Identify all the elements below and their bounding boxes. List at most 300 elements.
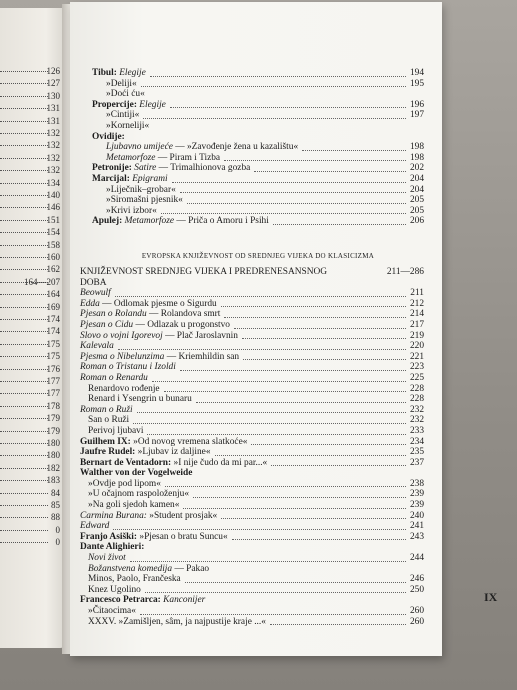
page-ref: 212 bbox=[409, 298, 424, 309]
work-title: Roman o Renardu bbox=[80, 372, 148, 383]
leader-dots bbox=[0, 257, 48, 258]
toc-entry bbox=[80, 309, 424, 320]
leader-dots bbox=[0, 232, 48, 233]
work-title: Edward bbox=[80, 521, 110, 532]
left-page-number: 160 bbox=[46, 252, 60, 262]
toc-entry bbox=[80, 288, 424, 299]
leader-dots bbox=[0, 480, 48, 481]
toc-entry bbox=[80, 479, 424, 490]
author-name: Franjo Asiški: bbox=[80, 531, 138, 542]
toc-entry bbox=[92, 89, 424, 100]
work-detail: — Plač Jaroslavnin bbox=[162, 330, 238, 341]
left-margin-row bbox=[0, 215, 66, 227]
toc-entry bbox=[80, 574, 424, 585]
leader-dots bbox=[0, 331, 48, 332]
item-title: »Ovdje pod lipom« bbox=[88, 478, 161, 489]
entry-text bbox=[80, 437, 247, 447]
entry-text bbox=[80, 352, 239, 362]
entry-text bbox=[80, 362, 176, 372]
left-page-number: 177 bbox=[46, 376, 60, 386]
leader-dots bbox=[224, 317, 406, 318]
left-page-number: 85 bbox=[51, 500, 60, 510]
work-title: Kanconijer bbox=[160, 595, 206, 606]
leader-dots bbox=[0, 158, 48, 159]
left-page-number: 158 bbox=[46, 239, 60, 250]
author-name: Guilhem IX: bbox=[80, 436, 131, 447]
entry-text bbox=[80, 479, 161, 489]
leader-dots bbox=[0, 183, 48, 184]
left-margin-row bbox=[0, 314, 66, 326]
left-page-number: 132 bbox=[46, 140, 60, 151]
author-name: Francesco Petrarca: bbox=[80, 595, 161, 606]
left-margin-row bbox=[0, 78, 66, 90]
leader-dots bbox=[0, 207, 48, 208]
page-ref: 205 bbox=[409, 205, 424, 216]
leader-dots bbox=[0, 170, 48, 171]
item-title: Renardovo rođenje bbox=[88, 383, 160, 394]
page-ref: 202 bbox=[409, 163, 424, 174]
left-page-number: 84 bbox=[51, 487, 60, 498]
leader-dots bbox=[180, 192, 406, 193]
toc-entry bbox=[80, 331, 424, 342]
entry-text: »Liječnik–grobar« bbox=[106, 184, 176, 195]
entry-text bbox=[80, 320, 230, 330]
toc-entry bbox=[80, 553, 424, 564]
page-ref: 244 bbox=[409, 553, 424, 564]
left-margin-row bbox=[0, 376, 66, 388]
entry-text bbox=[92, 132, 125, 142]
entry-text bbox=[80, 341, 114, 351]
page-ref: 233 bbox=[409, 425, 424, 436]
left-margin-row bbox=[0, 339, 66, 351]
left-margin-row bbox=[0, 326, 66, 338]
page-ref: 221 bbox=[409, 351, 424, 362]
work-title: Carmina Burana: bbox=[80, 510, 147, 521]
work-title: Božanstvena komedija bbox=[88, 563, 173, 574]
left-page-number: 169 bbox=[46, 301, 60, 312]
left-margin-row bbox=[0, 116, 66, 128]
page-ref: 237 bbox=[409, 457, 424, 468]
entry-text: »Korneliji« bbox=[106, 120, 150, 131]
toc-entry bbox=[92, 79, 424, 90]
entry-text bbox=[92, 100, 166, 110]
leader-dots bbox=[0, 517, 48, 518]
leader-dots bbox=[130, 561, 406, 562]
right-page bbox=[70, 2, 498, 656]
classical-toc bbox=[92, 68, 424, 227]
left-page-number: 164 bbox=[46, 289, 60, 300]
left-page-number: 140 bbox=[46, 190, 60, 200]
left-page-number: 88 bbox=[51, 512, 60, 523]
left-page-edge bbox=[0, 8, 66, 648]
work-title: Ljubavno umijeće bbox=[106, 142, 173, 153]
toc-entry bbox=[92, 185, 424, 196]
left-margin-row bbox=[0, 426, 66, 438]
toc-entry bbox=[80, 352, 424, 363]
entry-text bbox=[80, 394, 192, 404]
page-ref: 241 bbox=[409, 521, 424, 532]
leader-dots bbox=[0, 121, 48, 122]
toc-entry bbox=[92, 163, 424, 174]
work-title: Novi život bbox=[88, 553, 126, 564]
toc-entry bbox=[80, 341, 424, 352]
entry-text bbox=[92, 174, 168, 184]
section-title: EVROPSKA KNJIŽEVNOST OD SREDNJEG VIJEKA DO KLASICIZMA bbox=[141, 252, 375, 260]
leader-dots bbox=[0, 307, 48, 308]
entry-text bbox=[80, 511, 217, 521]
left-page-number: 174 bbox=[46, 326, 60, 337]
page-ref: 239 bbox=[409, 500, 424, 511]
left-page-number: 132 bbox=[46, 152, 60, 163]
page-ref: 228 bbox=[409, 383, 424, 394]
leader-dots bbox=[0, 83, 48, 84]
work-title: Satire bbox=[134, 163, 157, 174]
toc-entry bbox=[80, 468, 424, 479]
left-page-number: 131 bbox=[46, 103, 60, 114]
left-page-number: 132 bbox=[46, 128, 60, 138]
left-page-number: 177 bbox=[46, 388, 60, 399]
page-ref: 243 bbox=[409, 531, 424, 542]
left-margin-row bbox=[0, 438, 66, 450]
page-ref: 194 bbox=[409, 68, 424, 78]
entry-text bbox=[80, 553, 126, 563]
page-ref: 198 bbox=[409, 152, 424, 163]
entry-text: »Doći ću« bbox=[106, 89, 145, 100]
page-ref: 234 bbox=[409, 436, 424, 447]
toc-entry bbox=[80, 489, 424, 500]
entry-text bbox=[80, 595, 205, 605]
entry-text bbox=[80, 542, 144, 552]
left-page-number: 174 bbox=[46, 314, 60, 324]
leader-dots bbox=[193, 497, 406, 498]
leader-dots bbox=[215, 455, 406, 456]
entry-text bbox=[80, 489, 189, 499]
entry-text bbox=[80, 447, 211, 457]
left-margin-row bbox=[0, 153, 66, 165]
leader-dots bbox=[0, 133, 48, 134]
left-margin-row bbox=[0, 351, 66, 363]
item-title: Knez Ugolino bbox=[88, 584, 141, 595]
leader-dots bbox=[242, 338, 406, 339]
toc-entry bbox=[80, 415, 424, 426]
left-page-number: 0 bbox=[55, 524, 60, 535]
toc-entry bbox=[80, 384, 424, 395]
leader-dots bbox=[221, 306, 406, 307]
author-name: Ovidije: bbox=[92, 131, 125, 142]
work-title: Roman o Tristanu i Izoldi bbox=[80, 362, 176, 373]
work-detail: »Od novog vremena slatkoće« bbox=[130, 436, 248, 447]
leader-dots bbox=[187, 203, 406, 204]
left-page-number: 178 bbox=[46, 400, 60, 411]
leader-dots bbox=[273, 224, 406, 225]
medieval-heading-line2: DOBA bbox=[80, 277, 107, 288]
entry-text bbox=[80, 373, 148, 383]
leader-dots bbox=[0, 356, 48, 357]
work-title: Pjesan o Cidu bbox=[80, 319, 134, 330]
page-ref: 205 bbox=[409, 195, 424, 206]
leader-dots bbox=[270, 624, 406, 625]
page-ref: 235 bbox=[409, 447, 424, 458]
leader-dots bbox=[0, 108, 48, 109]
author-name: Petronije: bbox=[92, 163, 135, 174]
toc-entry bbox=[92, 121, 424, 132]
page-ref: 204 bbox=[409, 184, 424, 195]
work-detail: »I nije čudo da mi par...« bbox=[171, 457, 268, 468]
work-title: Slovo o vojni Igorevoj bbox=[80, 330, 163, 341]
work-detail: — Odlazak u progonstvo bbox=[133, 319, 230, 330]
entry-text bbox=[80, 532, 228, 542]
left-page-number: 154 bbox=[46, 227, 60, 238]
left-page-number: 175 bbox=[46, 338, 60, 349]
leader-dots bbox=[0, 493, 48, 494]
toc-entry bbox=[92, 110, 424, 121]
page-ref: 196 bbox=[409, 99, 424, 110]
toc-entry bbox=[80, 564, 424, 575]
leader-dots bbox=[0, 145, 48, 146]
left-margin-row bbox=[0, 401, 66, 413]
leader-dots bbox=[221, 518, 406, 519]
leader-dots bbox=[243, 359, 406, 360]
leader-dots bbox=[0, 220, 48, 221]
work-title: Pjesma o Nibelunzima bbox=[80, 351, 165, 362]
leader-dots bbox=[0, 319, 48, 320]
leader-dots bbox=[180, 370, 406, 371]
left-margin-row bbox=[0, 227, 66, 239]
left-margin-row bbox=[0, 525, 66, 537]
leader-dots bbox=[170, 107, 406, 108]
toc-entry bbox=[80, 426, 424, 437]
leader-dots bbox=[224, 160, 406, 161]
item-title: »Čitaocima« bbox=[88, 606, 136, 616]
left-page-number: 175 bbox=[46, 351, 60, 362]
leader-dots bbox=[147, 434, 406, 435]
page-ref: 220 bbox=[409, 341, 424, 352]
entry-text bbox=[92, 216, 269, 226]
page-ref: 206 bbox=[409, 216, 424, 227]
left-page-number: 176 bbox=[46, 363, 60, 374]
leader-dots bbox=[137, 412, 406, 413]
left-margin-row bbox=[0, 178, 66, 190]
left-page-number: 180 bbox=[46, 438, 60, 448]
entry-text bbox=[80, 500, 179, 510]
page-ref: 195 bbox=[409, 78, 424, 89]
entry-text: »Siromašni pjesnik« bbox=[106, 195, 183, 206]
toc-entry bbox=[92, 206, 424, 217]
leader-dots bbox=[0, 71, 48, 72]
entry-text bbox=[80, 585, 141, 595]
page-ref: 232 bbox=[409, 404, 424, 415]
entry-text bbox=[92, 68, 146, 78]
page-ref: 240 bbox=[409, 510, 424, 521]
entry-text: »Deliji« bbox=[106, 78, 137, 89]
entry-text bbox=[92, 153, 220, 163]
work-title: Roman o Ruži bbox=[80, 404, 133, 415]
leader-dots bbox=[145, 592, 406, 593]
toc-entry bbox=[80, 521, 424, 532]
entry-text bbox=[80, 458, 267, 468]
leader-dots bbox=[0, 418, 48, 419]
toc-entry bbox=[80, 362, 424, 373]
leader-dots bbox=[0, 443, 48, 444]
entry-text bbox=[80, 288, 111, 298]
left-margin-row bbox=[0, 252, 66, 264]
leader-dots bbox=[0, 245, 48, 246]
work-title: Elegije bbox=[119, 68, 146, 78]
toc-entry bbox=[80, 542, 424, 553]
leader-dots bbox=[113, 529, 406, 530]
entry-text bbox=[80, 574, 181, 584]
leader-dots bbox=[118, 349, 406, 350]
work-title: Metamorfoze bbox=[106, 152, 156, 163]
work-title: Kalevala bbox=[80, 341, 114, 352]
left-margin-row bbox=[0, 140, 66, 152]
leader-dots bbox=[143, 118, 406, 119]
leader-dots bbox=[0, 431, 48, 432]
leader-dots bbox=[0, 505, 48, 506]
leader-dots bbox=[0, 468, 48, 469]
left-margin-row bbox=[0, 190, 66, 202]
left-page-number: 151 bbox=[46, 214, 60, 225]
work-title: Metamorfoze bbox=[124, 216, 175, 227]
left-margin-row bbox=[0, 500, 66, 512]
entry-text bbox=[80, 468, 192, 478]
toc-entry bbox=[92, 68, 424, 79]
left-margin-row bbox=[0, 289, 66, 301]
entry-text bbox=[80, 331, 238, 341]
work-detail: »Ljubav iz daljine« bbox=[135, 447, 211, 458]
work-detail: — Odlomak pjesme o Sigurdu bbox=[99, 298, 217, 309]
toc-entry bbox=[92, 195, 424, 206]
leader-dots bbox=[150, 76, 406, 77]
entry-text bbox=[80, 606, 136, 616]
toc-entry bbox=[92, 132, 424, 143]
left-page-number: 130 bbox=[46, 90, 60, 101]
page-ref: 225 bbox=[409, 372, 424, 383]
entry-text bbox=[80, 521, 109, 531]
left-margin-row bbox=[0, 128, 66, 140]
toc-entry bbox=[80, 458, 424, 469]
toc-entry bbox=[80, 606, 424, 617]
item-title: San o Ruži bbox=[88, 415, 130, 426]
author-name: Marcijal: bbox=[92, 173, 133, 184]
leader-dots bbox=[0, 294, 48, 295]
left-page-number: 183 bbox=[46, 475, 60, 486]
left-page-number: 127 bbox=[46, 78, 60, 89]
page-ref: 217 bbox=[409, 319, 424, 330]
leader-dots bbox=[271, 465, 406, 466]
left-page-number: 131 bbox=[46, 115, 60, 126]
page-ref: 219 bbox=[409, 330, 424, 341]
leader-dots bbox=[161, 213, 406, 214]
entry-text bbox=[80, 426, 143, 436]
leader-dots bbox=[165, 486, 406, 487]
work-detail: »Pjesan o bratu Suncu« bbox=[137, 531, 228, 542]
leader-dots bbox=[0, 369, 48, 370]
leader-dots bbox=[115, 296, 406, 297]
leader-dots bbox=[0, 381, 48, 382]
page-ref: 223 bbox=[409, 362, 424, 373]
entry-text bbox=[92, 142, 298, 152]
entry-text bbox=[80, 384, 160, 394]
author-name: Tibul: bbox=[92, 68, 120, 78]
item-title: Perivoj ljubavi bbox=[88, 425, 144, 436]
leader-dots bbox=[0, 269, 48, 270]
page-ref: 232 bbox=[409, 415, 424, 426]
work-title: Pjesan o Rolandu bbox=[80, 309, 147, 320]
page-ref: 239 bbox=[409, 489, 424, 500]
entry-text bbox=[80, 309, 220, 319]
toc-entry bbox=[80, 532, 424, 543]
toc-entry bbox=[92, 174, 424, 185]
entry-text: »Cintiji« bbox=[106, 110, 140, 121]
leader-dots bbox=[302, 150, 406, 151]
leader-dots bbox=[0, 344, 48, 345]
toc-entry bbox=[80, 595, 424, 606]
toc-entry bbox=[80, 500, 424, 511]
leader-dots bbox=[172, 182, 406, 183]
work-title: Beowulf bbox=[80, 288, 111, 299]
work-detail: — Pakao bbox=[172, 563, 210, 574]
toc-entry bbox=[80, 320, 424, 331]
leader-dots bbox=[141, 86, 406, 87]
entry-text bbox=[80, 299, 217, 309]
toc-entry bbox=[80, 373, 424, 384]
toc-entry bbox=[92, 153, 424, 164]
work-title: Elegije bbox=[139, 99, 166, 110]
entry-text bbox=[92, 163, 250, 173]
toc-entry bbox=[92, 100, 424, 111]
medieval-heading: KNJIŽEVNOST SREDNJEG VIJEKA I PREDRENESANSNOG 211—286 bbox=[80, 267, 424, 277]
leader-dots bbox=[251, 444, 406, 445]
medieval-entries bbox=[80, 288, 424, 627]
left-page-number: 0 bbox=[55, 537, 60, 548]
leader-dots bbox=[196, 402, 406, 403]
toc-entry bbox=[80, 617, 424, 628]
leader-dots bbox=[254, 171, 406, 172]
leader-dots bbox=[0, 530, 48, 531]
page-ref: 197 bbox=[409, 110, 424, 121]
left-margin-row bbox=[0, 202, 66, 214]
work-detail: — Trimalhionova gozba bbox=[156, 163, 251, 174]
author-name: Bernart de Ventadorn: bbox=[80, 457, 172, 468]
left-margin-row bbox=[0, 512, 66, 524]
left-margin-row bbox=[0, 537, 66, 549]
item-title: XXXV. »Zamišljen, sâm, ja najpustije kraje ...« bbox=[88, 616, 266, 627]
author-name: Jaufre Rudel: bbox=[80, 447, 136, 458]
toc-entry bbox=[92, 142, 424, 153]
left-margin-row bbox=[0, 364, 66, 376]
work-detail: »Student prosjak« bbox=[146, 510, 218, 521]
left-page-number: 164—207 bbox=[24, 276, 60, 287]
page-number: IX bbox=[484, 590, 498, 604]
left-margin-row bbox=[0, 475, 66, 487]
work-detail: — Kriemhildin san bbox=[164, 351, 240, 362]
leader-dots bbox=[0, 542, 48, 543]
entry-text bbox=[80, 564, 209, 574]
page-ref: 228 bbox=[409, 394, 424, 405]
left-margin-row bbox=[0, 91, 66, 103]
toc-entry bbox=[80, 511, 424, 522]
left-page-number: 126 bbox=[46, 66, 60, 76]
left-margin-row bbox=[0, 302, 66, 314]
leader-dots bbox=[140, 614, 406, 615]
left-page-number: 179 bbox=[46, 425, 60, 436]
work-title: Edda bbox=[80, 298, 100, 309]
leader-dots bbox=[0, 455, 48, 456]
medieval-toc bbox=[80, 267, 424, 627]
leader-dots bbox=[152, 381, 406, 382]
toc-entry bbox=[80, 394, 424, 405]
